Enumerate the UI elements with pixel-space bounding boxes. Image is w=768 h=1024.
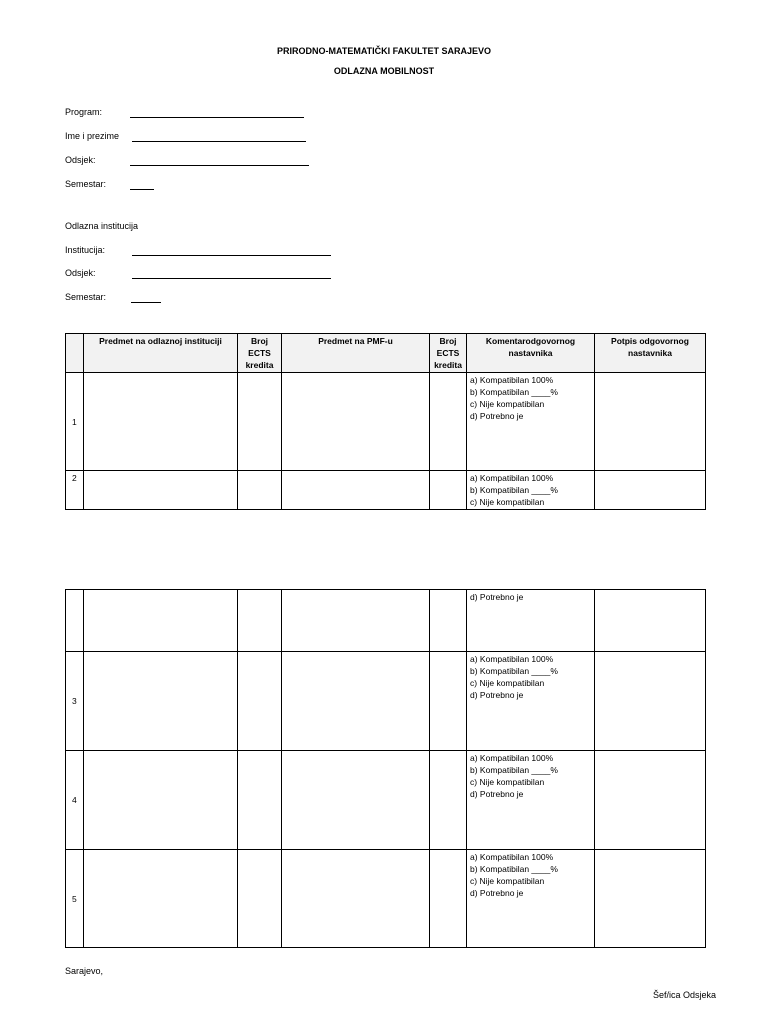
row-number: 1 [66,373,84,471]
option-c: c) Nije kompatibilan [470,497,545,507]
option-a: a) Kompatibilan 100% [470,375,554,385]
place-label: Sarajevo, [65,966,104,976]
option-c: c) Nije kompatibilan [470,678,545,688]
option-d: d) Potrebno je [470,789,524,799]
signature-cell[interactable] [595,751,706,850]
option-c: c) Nije kompatibilan [470,399,545,409]
option-c: c) Nije kompatibilan [470,876,545,886]
option-a: a) Kompatibilan 100% [470,654,554,664]
comment-cell[interactable] [467,590,595,652]
institution-line[interactable] [132,255,331,256]
foreign-course-cell[interactable] [84,850,238,948]
pmf-course-cell[interactable] [282,751,430,850]
ects-pmf-cell[interactable] [430,751,467,850]
table-row [66,850,706,948]
header-ects-pmf: Broj ECTS kredita [430,334,467,373]
row-number: 2 [66,471,84,510]
foreign-course-cell[interactable] [84,590,238,652]
comment-cell[interactable] [467,471,595,510]
foreign-course-cell[interactable] [84,373,238,471]
foreign-course-cell[interactable] [84,652,238,751]
option-c: c) Nije kompatibilan [470,777,545,787]
option-d: d) Potrebno je [470,888,524,898]
ects-pmf-cell[interactable] [430,652,467,751]
comment-cell[interactable] [467,751,595,850]
header-foreign-course: Predmet na odlaznoj instituciji [84,334,238,373]
ects-foreign-cell[interactable] [238,652,282,751]
pmf-course-cell[interactable] [282,850,430,948]
ects-foreign-cell[interactable] [238,751,282,850]
ects-foreign-cell[interactable] [238,590,282,652]
comment-cell[interactable] [467,652,595,751]
option-d: d) Potrebno je [470,592,524,602]
inst-department-label: Odsjek: [65,268,96,278]
inst-department-line[interactable] [132,278,331,279]
pmf-course-cell[interactable] [282,652,430,751]
option-b: b) Kompatibilan ____% [470,765,558,775]
ects-foreign-cell[interactable] [238,373,282,471]
option-b: b) Kompatibilan ____% [470,387,558,397]
foreign-course-cell[interactable] [84,471,238,510]
semester-line[interactable] [130,189,154,190]
ects-pmf-cell[interactable] [430,373,467,471]
department-line[interactable] [130,165,309,166]
signature-cell[interactable] [595,652,706,751]
program-line[interactable] [130,117,304,118]
ects-pmf-cell[interactable] [430,590,467,652]
row-number: 3 [66,652,84,751]
ects-pmf-cell[interactable] [430,850,467,948]
signature-cell[interactable] [595,590,706,652]
signature-cell[interactable] [595,471,706,510]
form-subtitle: ODLAZNA MOBILNOST [333,66,435,76]
semester-label: Semestar: [65,179,107,189]
courses-table-page2 [65,589,706,948]
table-header-row [66,334,706,373]
inst-semester-line[interactable] [131,302,161,303]
ects-foreign-cell[interactable] [238,850,282,948]
row-number [66,590,84,652]
department-label: Odsjek: [65,155,96,165]
option-b: b) Kompatibilan ____% [470,666,558,676]
department-head-signature: Šef/ica Odsjeka [652,990,716,1000]
option-a: a) Kompatibilan 100% [470,473,554,483]
institution-heading: Odlazna institucija [65,221,139,231]
faculty-title: PRIRODNO-MATEMATIČKI FAKULTET SARAJEVO [277,46,491,56]
institution-label: Institucija: [65,245,106,255]
ects-foreign-cell[interactable] [238,471,282,510]
row-number: 4 [66,751,84,850]
pmf-course-cell[interactable] [282,590,430,652]
table-row [66,373,706,471]
option-b: b) Kompatibilan ____% [470,485,558,495]
comment-cell[interactable] [467,373,595,471]
signature-cell[interactable] [595,373,706,471]
courses-table-page1 [65,333,706,510]
foreign-course-cell[interactable] [84,751,238,850]
ects-pmf-cell[interactable] [430,471,467,510]
pmf-course-cell[interactable] [282,471,430,510]
option-b: b) Kompatibilan ____% [470,864,558,874]
table-row [66,751,706,850]
inst-semester-label: Semestar: [65,292,107,302]
pmf-course-cell[interactable] [282,373,430,471]
header-comment: Komentarodgovornog nastavnika [467,334,595,373]
header-ects-foreign: Broj ECTS kredita [238,334,282,373]
header-number [66,334,84,373]
option-a: a) Kompatibilan 100% [470,753,554,763]
name-label: Ime i prezime [65,131,120,141]
option-d: d) Potrebno je [470,411,524,421]
table-row [66,652,706,751]
row-number: 5 [66,850,84,948]
option-a: a) Kompatibilan 100% [470,852,554,862]
header-pmf-course: Predmet na PMF-u [282,334,430,373]
comment-cell[interactable] [467,850,595,948]
name-line[interactable] [132,141,306,142]
signature-cell[interactable] [595,850,706,948]
header-signature: Potpis odgovornog nastavnika [595,334,706,373]
table-row [66,471,706,510]
option-d: d) Potrebno je [470,690,524,700]
program-label: Program: [65,107,103,117]
table-row [66,590,706,652]
